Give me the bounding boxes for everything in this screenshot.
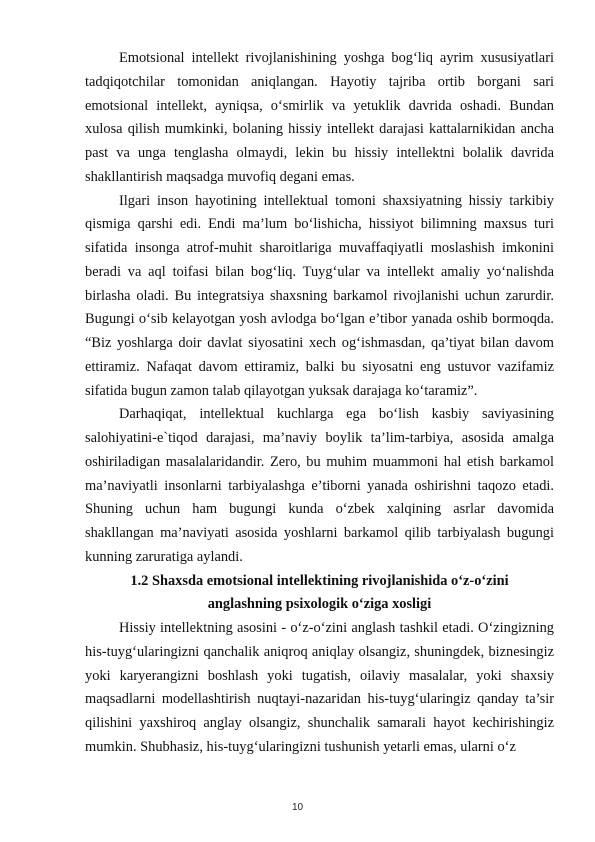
- paragraph-3: Darhaqiqat, intellektual kuchlarga ega bo‘lish kasbiy saviyasining salohiyatini-e`tiqod darajasi, ma’naviy boylik ta’lim-tarbiya, asosida amalga oshiriladigan masalalaridandir. Zero, bu muhim muammoni hal etish barkamol ma’naviyatli insonlarni tarbiyalashga e’tiborni yanada oshirishni taqozo etadi. Shuning uchun ham bugungi kunda o‘zbek xalqining asrlar davomida shakllangan ma’naviyati asosida yoshlarni barkamol qilib tarbiyalash bugungi kunning zaruratiga aylandi.: [85, 406, 554, 565]
- section-heading: [85, 570, 554, 618]
- paragraph-2: Ilgari inson hayotining intellektual tomoni shaxsiyatning hissiy tarkibiy qismiga qarshi edi. Endi ma’lum bo‘lishicha, hissiyot bilimning maxsus turi sifatida insonga atrof-muhit sharoitlariga muvaffaqiyatli moslashish imkonini beradi va aql toifasi bilan bog‘liq. Tuyg‘ular va intellekt amaliy yo‘nalishda birlasha oladi. Bu integratsiya shaxsning barkamol rivojlanishi uchun zarurdir. Bugungi o‘sib kelayotgan yosh avlodga bo‘lgan e’tibor yanada oshib bormoqda. “Biz yoshlarga doir davlat siyosatini xech og‘ishmasdan, qa’tiyat bilan davom ettiramiz. Nafaqat davom ettiramiz, balki bu siyosatni eng ustuvor vazifamiz sifatida bugun zamon talab qilayotgan yuksak darajaga ko‘taramiz”.: [85, 192, 554, 399]
- page-body: [85, 47, 554, 760]
- paragraph-4: Hissiy intellektning asosini - o‘z-o‘zini anglash tashkil etadi. O‘zingizning his-tuyg‘ularingizni qanchalik aniqroq aniqlay olsangiz, shuningdek, biznesingiz yoki karyerangizni boshlash yoki tugatish, oilaviy masalalar, yoki shaxsiy maqsadlarni modellashtirish nuqtayi-nazaridan his-tuyg‘ularingiz qanday ta’sir qilishini yaxshiroq anglay olsangiz, shunchalik samarali hayot kechirishingiz mumkin. Shubhasiz, his-tuyg‘ularingizni tushunish yetarli emas, ularni o‘z: [85, 620, 554, 755]
- section-heading-line-2: anglashning psixologik o‘ziga xosligi: [207, 596, 432, 613]
- paragraph-1: Emotsional intellekt rivojlanishining yoshga bog‘liq ayrim xususiyatlari tadqiqotchilar tomonidan aniqlangan. Hayotiy tajriba ortib borgani sari emotsional intellekt, ayniqsa, o‘smirlik va yetuklik davrida oshadi. Bundan xulosa qilish mumkinki, bolaning hissiy intellekt darajasi kattalarnikidan ancha past va unga tenglasha olmaydi, lekin bu hissiy intellektni bolalik davrida shakllantirish maqsadga muvofiq degani emas.: [85, 50, 554, 185]
- section-heading-line-1: 1.2 Shaxsda emotsional intellektining rivojlanishida o‘z-o‘zini: [130, 572, 509, 589]
- page-number: 10: [291, 802, 304, 813]
